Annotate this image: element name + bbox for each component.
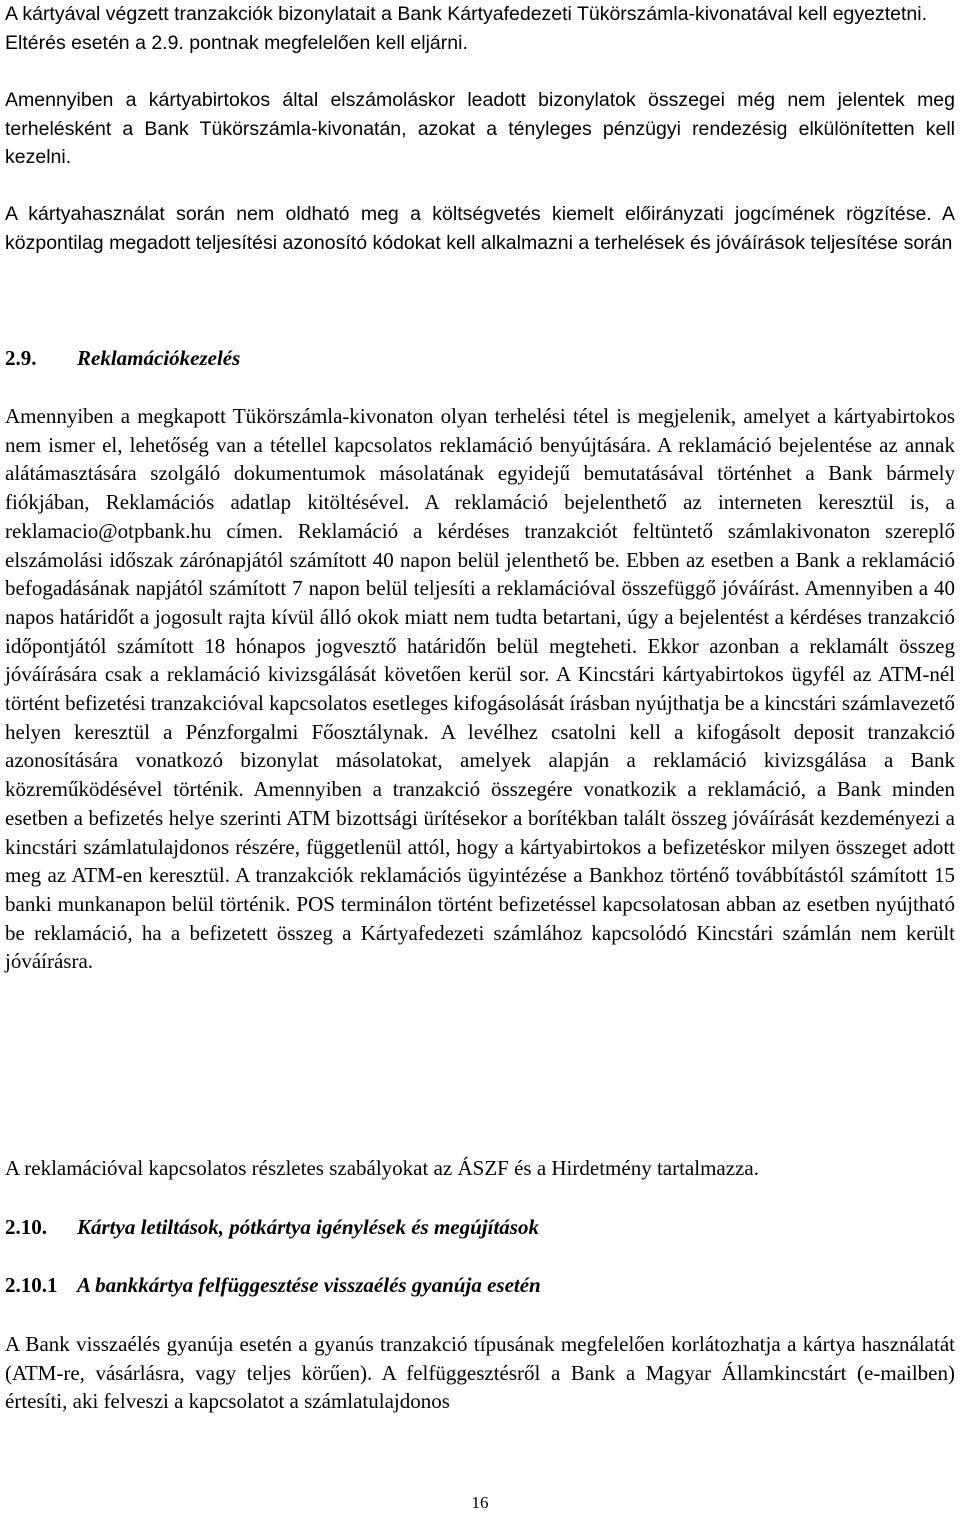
section-2-10-1-body: A Bank visszaélés gyanúja esetén a gyanús tranzakció típusának megfelelően korlátozhatja a kártya használatát (ATM-re, vásárlásra, vagy teljes körűen). A felfüggesztésről a Bank a Magyar Államkincstárt (e-mailben) értesíti, aki felveszi a kapcsolatot a számlatulajdonos — [5, 1332, 955, 1414]
section-number: 2.10.1 — [5, 1273, 58, 1297]
page-number: 16 — [471, 1493, 489, 1512]
top-paragraph: A kártyával végzett tranzakciók bizonylatait a Bank Kártyafedezeti Tükörszámla-kivonatával kell egyeztetni. Eltérés esetén a 2.9. pontnak megfelelően kell eljárni. — [5, 3, 928, 54]
section-title: Kártya letiltások, pótkártya igénylések és megújítások — [77, 1215, 539, 1239]
section-2-9-closing: A reklamációval kapcsolatos részletes szabályokat az ÁSZF és a Hirdetmény tartalmazza. — [5, 1156, 759, 1180]
section-title: A bankkártya felfüggesztése visszaélés gyanúja esetén — [77, 1273, 541, 1297]
paragraph-2: Amennyiben a kártyabirtokos által elszámoláskor leadott bizonylatok összegei még nem jelentek meg terhelésként a Bank Tükörszámla-kivonatán, azokat a tényleges pénzügyi rendezésig elkülönítetten kell kezelni. — [5, 89, 955, 169]
section-2-9-heading — [5, 344, 240, 372]
section-2-9-body: Amennyiben a megkapott Tükörszámla-kivonaton olyan terhelési tétel is megjelenik, amelyet a kártyabirtokos nem ismer el, lehetőség van a tétellel kapcsolatos reklamáció benyújtására. A reklamáció bejelentése az annak alátámasztására szolgáló dokumentumok másolatának egyidejű bemutatásával történhet a Bank bármely fiókjában, Reklamációs adatlap kitöltésével. A reklamáció bejelenthető az interneten keresztül is, a reklamacio@otpbank.hu címen. Reklamáció a kérdéses tranzakciót feltüntető számlakivonaton szereplő elszámolási időszak zárónapjától számított 40 napon belül jelenthető be. Ebben az esetben a Bank a reklamáció befogadásának napjától számított 7 napon belül teljesíti a reklamációval összefüggő jóváírást. Amennyiben a 40 napos határidőt a jogosult rajta kívül álló okok miatt nem tudta betartani, úgy a bejelentést a kérdéses tranzakció időpontjától számított 18 hónapos jogvesztő határidőn belül megteheti. Ekkor azonban a reklamált összeg jóváírására csak a reklamáció kivizsgálását követően kerül sor. A Kincstári kártyabirtokos ügyfél az ATM-nél történt befizetési tranzakcióval kapcsolatos esetleges kifogásolását írásban nyújthatja be a kincstári számlavezető helyen keresztül a Pénzforgalmi Főosztálynak. A levélhez csatolni kell a kifogásolt deposit tranzakció azonosítására vonatkozó bizonylat másolatokat, amelyek alapján a reklamáció kivizsgálása a Bank közreműködésével történik. Amennyiben a tranzakció összegére vonatkozik a reklamáció, a Bank minden esetben a befizetés helye szerinti ATM bizottsági ürítésekor a borítékban talált összeg jóváírását kezdeményezi a kincstári számlatulajdonos részére, függetlenül attól, hogy a kártyabirtokos a befizetéskor milyen összeget adott meg az ATM-en keresztül. A tranzakciók reklamációs ügyintézése a Bankhoz történő továbbítástól számított 15 banki munkanapon belül történik. POS terminálon történt befizetéssel kapcsolatosan abban az esetben nyújtható be reklamáció, ha a befizetett összeg a Kártyafedezeti számlához kapcsolódó Kincstári számlán nem került jóváírásra. — [5, 404, 955, 974]
section-2-10-heading — [5, 1213, 539, 1241]
paragraph-3: A kártyahasználat során nem oldható meg a költségvetés kiemelt előirányzati jogcímének rögzítése. A központilag megadott teljesítési azonosító kódokat kell alkalmazni a terhelések és jóváírások teljesítése során — [5, 203, 955, 254]
section-number: 2.10. — [5, 1215, 47, 1239]
section-title: Reklamációkezelés — [77, 346, 241, 370]
section-2-10-1-heading — [5, 1271, 541, 1299]
section-number: 2.9. — [5, 346, 37, 370]
